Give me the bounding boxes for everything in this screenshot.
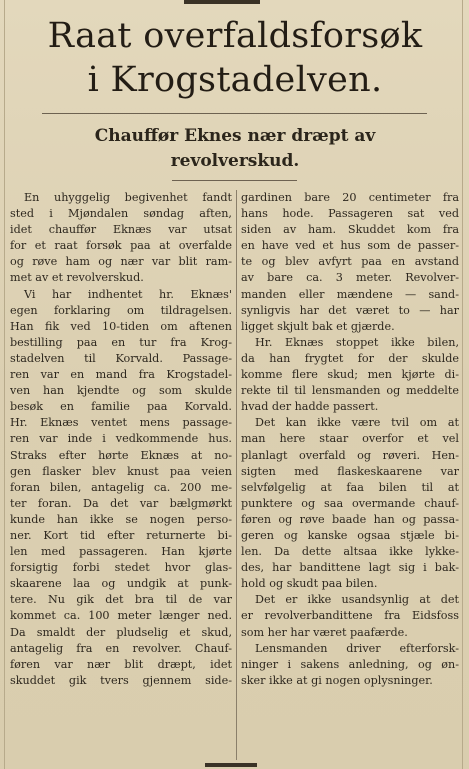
article-line: og røve ham og nær var blit ram- — [10, 255, 232, 269]
article-line: idet chauffør Eknæs var utsat — [10, 223, 232, 237]
article-line: des, har bandittene lagt sig i bak- — [241, 561, 459, 575]
article-line: ligget skjult bak et gjærde. — [241, 319, 395, 333]
article-line: ren var en mand fra Krogstadel- — [10, 368, 232, 382]
article-line: selvfølgelig at faa bilen til at — [241, 480, 459, 494]
article-line: sker ikke at gi nogen oplysninger. — [241, 673, 433, 687]
article-line: som her har været paafærde. — [241, 625, 408, 639]
headline — [10, 14, 460, 102]
article-line: hold og skudt paa bilen. — [241, 577, 378, 591]
article-line: ter foran. Da det var bælgmørkt — [10, 496, 232, 510]
article-line: hvad der hadde passert. — [241, 400, 379, 414]
article-line: kunde han ikke se nogen perso- — [10, 512, 232, 526]
subheadline-line-2: revolverskud. — [170, 151, 300, 171]
article-line: Han fik ved 10-tiden om aftenen — [10, 319, 232, 333]
headline-line-2: i Krogstadelven. — [87, 60, 383, 100]
article-line: Vi har indhentet hr. Eknæs' — [24, 287, 232, 301]
article-line: man here staar overfor et vel — [241, 432, 459, 446]
subheadline — [20, 124, 450, 174]
bottom-rule — [205, 763, 257, 767]
left-column-edge — [4, 0, 5, 769]
article-line: gen flasker blev knust paa veien — [10, 464, 232, 478]
article-line: sted i Mjøndalen søndag aften, — [10, 207, 232, 221]
article-line: av bare ca. 3 meter. Revolver- — [241, 271, 459, 285]
article-line: len. Da dette altsaa ikke lykke- — [241, 545, 459, 559]
column-divider — [236, 190, 237, 760]
article-line: Det er ikke usandsynlig at det — [255, 593, 459, 607]
article-line: Straks efter hørte Eknæs at no- — [10, 448, 232, 462]
article-line: gardinen bare 20 centimeter fra — [241, 191, 459, 204]
article-line: er revolverbandittene fra Eidsfoss — [241, 609, 459, 623]
article-line: stadelven til Korvald. Passage- — [10, 351, 232, 365]
article-line: Da smaldt der pludselig et skud, — [10, 625, 232, 639]
article-line: En uhyggelig begivenhet fandt — [24, 191, 232, 204]
article-line: antagelig fra en revolver. Chauf- — [10, 641, 232, 655]
article-line: da han frygtet for der skulde — [241, 351, 459, 365]
article-line: forsigtig forbi stedet hvor glas- — [10, 561, 232, 575]
article-line: føren var nær blit dræpt, idet — [10, 657, 232, 671]
article-line: foran bilen, antagelig ca. 200 me- — [10, 480, 232, 494]
article-line: te og blev avfyrt paa en avstand — [241, 255, 459, 269]
article-line: synligvis har det været to — har — [241, 303, 459, 317]
article-line: siden av ham. Skuddet kom fra — [241, 223, 459, 237]
article-line: ren var inde i vedkommende hus. — [10, 432, 232, 446]
right-column-edge — [462, 0, 463, 769]
article-line: bestilling paa en tur fra Krog- — [10, 335, 232, 349]
article-line: hans hode. Passageren sat ved — [241, 207, 459, 221]
article-line: Lensmanden driver efterforsk- — [255, 641, 459, 655]
article-line: føren og røve baade han og passa- — [241, 512, 459, 526]
article-column-right — [241, 190, 459, 689]
article-line: sigten med flaskeskaarene var — [241, 464, 459, 478]
article-line: skuddet gik tvers gjennem side- — [10, 673, 232, 687]
article-line: geren og kanske ogsaa stjæle bi- — [241, 528, 459, 542]
article-line: rekte til til lensmanden og meddelte — [241, 384, 459, 398]
article-line: ner. Kort tid efter returnerte bi- — [10, 528, 232, 542]
article-line: ven han kjendte og som skulde — [10, 384, 232, 398]
article-line: Hr. Eknæs stoppet ikke bilen, — [255, 335, 459, 349]
article-line: skaarene laa og undgik at punk- — [10, 577, 232, 591]
headline-line-1: Raat overfaldsforsøk — [47, 16, 423, 56]
article-line: for et raat forsøk paa at overfalde — [10, 239, 232, 253]
article-line: manden eller mændene — sand- — [241, 287, 459, 301]
article-line: Hr. Eknæs ventet mens passage- — [10, 416, 232, 430]
article-line: komme flere skud; men kjørte di- — [241, 368, 459, 382]
article-column-left — [10, 190, 232, 689]
article-line: tere. Nu gik det bra til de var — [10, 593, 232, 607]
headline-rule — [42, 113, 427, 114]
article-line: en have ved et hus som de passer- — [241, 239, 459, 253]
article-line: egen forklaring om tildragelsen. — [10, 303, 232, 317]
article-line: met av et revolverskud. — [10, 271, 144, 285]
article-line: planlagt overfald og røveri. Hen- — [241, 448, 459, 462]
article-line: kommet ca. 100 meter længer ned. — [10, 609, 232, 623]
subheadline-line-1: Chauffør Eknes nær dræpt av — [94, 126, 376, 146]
subhead-rule — [172, 180, 297, 181]
article-line: Det kan ikke være tvil om at — [255, 416, 459, 430]
article-line: ninger i sakens anledning, og øn- — [241, 657, 459, 671]
article-line: besøk en familie paa Korvald. — [10, 400, 232, 414]
article-line: len med passageren. Han kjørte — [10, 545, 232, 559]
top-rule — [184, 0, 260, 4]
article-line: punktere og saa overmande chauf- — [241, 496, 459, 510]
